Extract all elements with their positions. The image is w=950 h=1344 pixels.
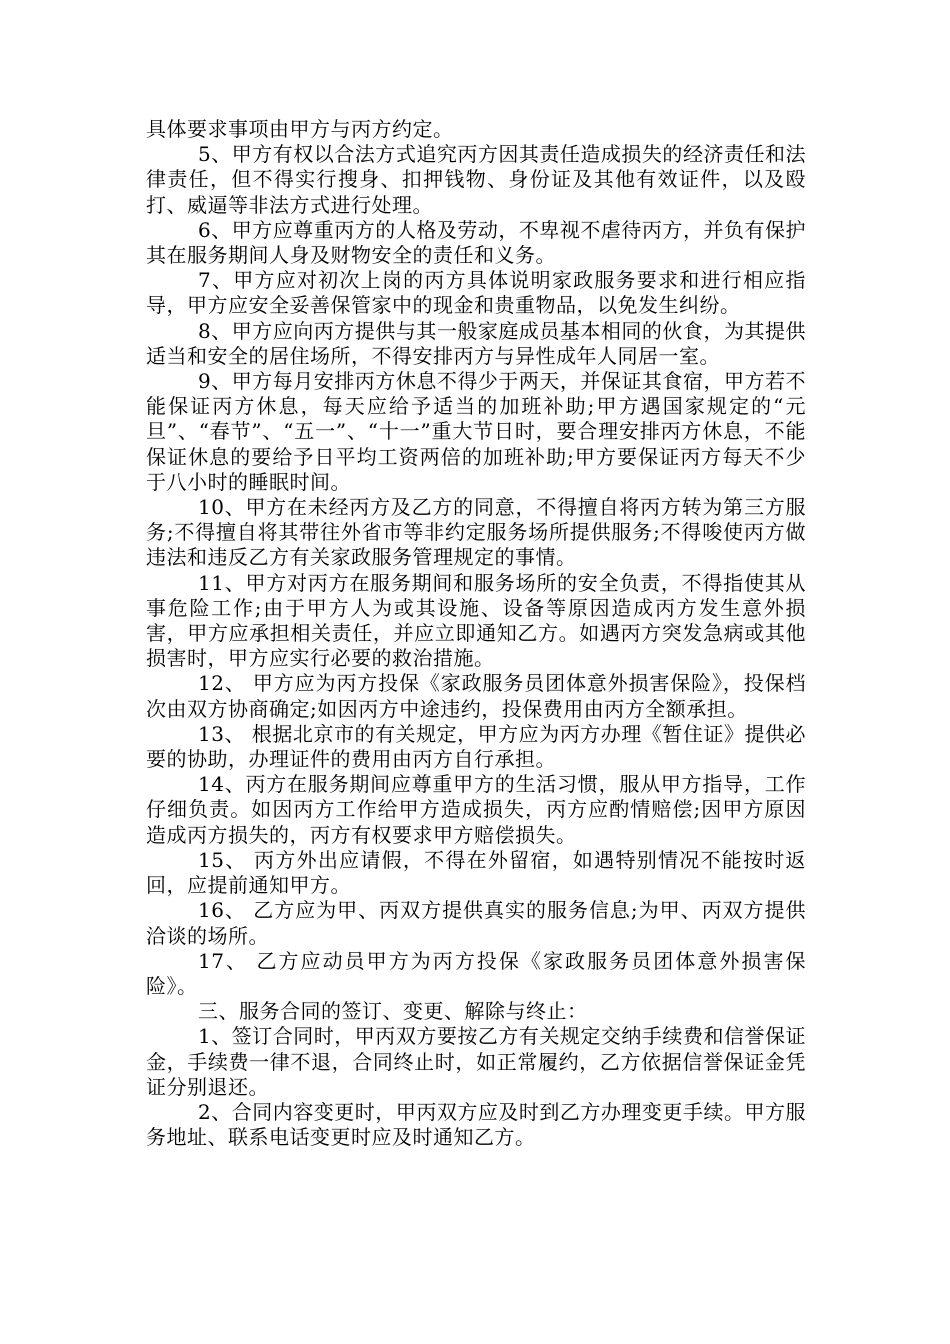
- paragraph-intro: 具体要求事项由甲方与丙方约定。: [146, 117, 454, 141]
- paragraph-clause-16: 16、 乙方应为甲、丙双方提供真实的服务信息;为甲、丙双方提供洽谈的场所。: [146, 898, 806, 948]
- paragraph-clause-11: 11、甲方对丙方在服务期间和服务场所的安全负责，不得指使其从事危险工作;由于甲方人为或其设施、设备等原因造成丙方发生意外损害，甲方应承担相关责任，并应立即通知乙方。如遇丙方突发急病或其他损害时，甲方应实行必要的救治措施。: [146, 570, 806, 671]
- paragraph-clause-17: 17、 乙方应动员甲方为丙方投保《家政服务员团体意外损害保险》。: [146, 948, 806, 998]
- paragraph-clause-8: 8、甲方应向丙方提供与其一般家庭成员基本相同的伙食，为其提供适当和安全的居住场所，不得安排丙方与异性成年人同居一室。: [146, 318, 806, 368]
- paragraph-clause-5: 5、甲方有权以合法方式追究丙方因其责任造成损失的经济责任和法律责任，但不得实行搜身、扣押钱物、身份证及其他有效证件，以及殴打、威逼等非法方式进行处理。: [146, 142, 806, 217]
- paragraph-section3-clause-2: 2、合同内容变更时，甲丙双方应及时到乙方办理变更手续。甲方服务地址、联系电话变更时应及时通知乙方。: [146, 1099, 806, 1150]
- paragraph-clause-12: 12、 甲方应为丙方投保《家政服务员团体意外损害保险》，投保档次由双方协商确定;如因丙方中途违约，投保费用由丙方全额承担。: [146, 671, 806, 721]
- paragraph-clause-13: 13、 根据北京市的有关规定，甲方应为丙方办理《暂住证》提供必要的协助，办理证件的费用由丙方自行承担。: [146, 721, 806, 772]
- paragraph-clause-14: 14、丙方在服务期间应尊重甲方的生活习惯，服从甲方指导，工作仔细负责。如因丙方工作给甲方造成损失，丙方应酌情赔偿;因甲方原因造成丙方损失的，丙方有权要求甲方赔偿损失。: [146, 772, 806, 847]
- paragraph-clause-9: 9、甲方每月安排丙方休息不得少于两天，并保证其食宿，甲方若不能保证丙方休息，每天应给予适当的加班补助;甲方遇国家规定的“元旦”、“春节”、“五一”、“十一”重大节日时，要合理安排丙方休息，不能保证休息的要给予日平均工资两倍的加班补助;甲方要保证丙方每天不少于八小时的睡眠时间。: [146, 369, 806, 494]
- paragraph-clause-7: 7、甲方应对初次上岗的丙方具体说明家政服务要求和进行相应指导，甲方应安全妥善保管家中的现金和贵重物品，以免发生纠纷。: [146, 268, 806, 318]
- paragraph-clause-15: 15、 丙方外出应请假，不得在外留宿，如遇特别情况不能按时返回，应提前通知甲方。: [146, 847, 806, 898]
- section-heading-3: 三、服务合同的签订、变更、解除与终止：: [198, 999, 588, 1024]
- document-body: [146, 117, 806, 1150]
- paragraph-section3-clause-1: 1、签订合同时，甲丙双方要按乙方有关规定交纳手续费和信誉保证金，手续费一律不退，合同终止时，如正常履约，乙方依据信誉保证金凭证分别退还。: [146, 1024, 806, 1099]
- paragraph-clause-10: 10、甲方在未经丙方及乙方的同意，不得擅自将丙方转为第三方服务;不得擅自将其带往外省市等非约定服务场所提供服务;不得唆使丙方做违法和违反乙方有关家政服务管理规定的事情。: [146, 495, 806, 570]
- paragraph-clause-6: 6、甲方应尊重丙方的人格及劳动，不卑视不虐待丙方，并负有保护其在服务期间人身及财物安全的责任和义务。: [146, 217, 806, 268]
